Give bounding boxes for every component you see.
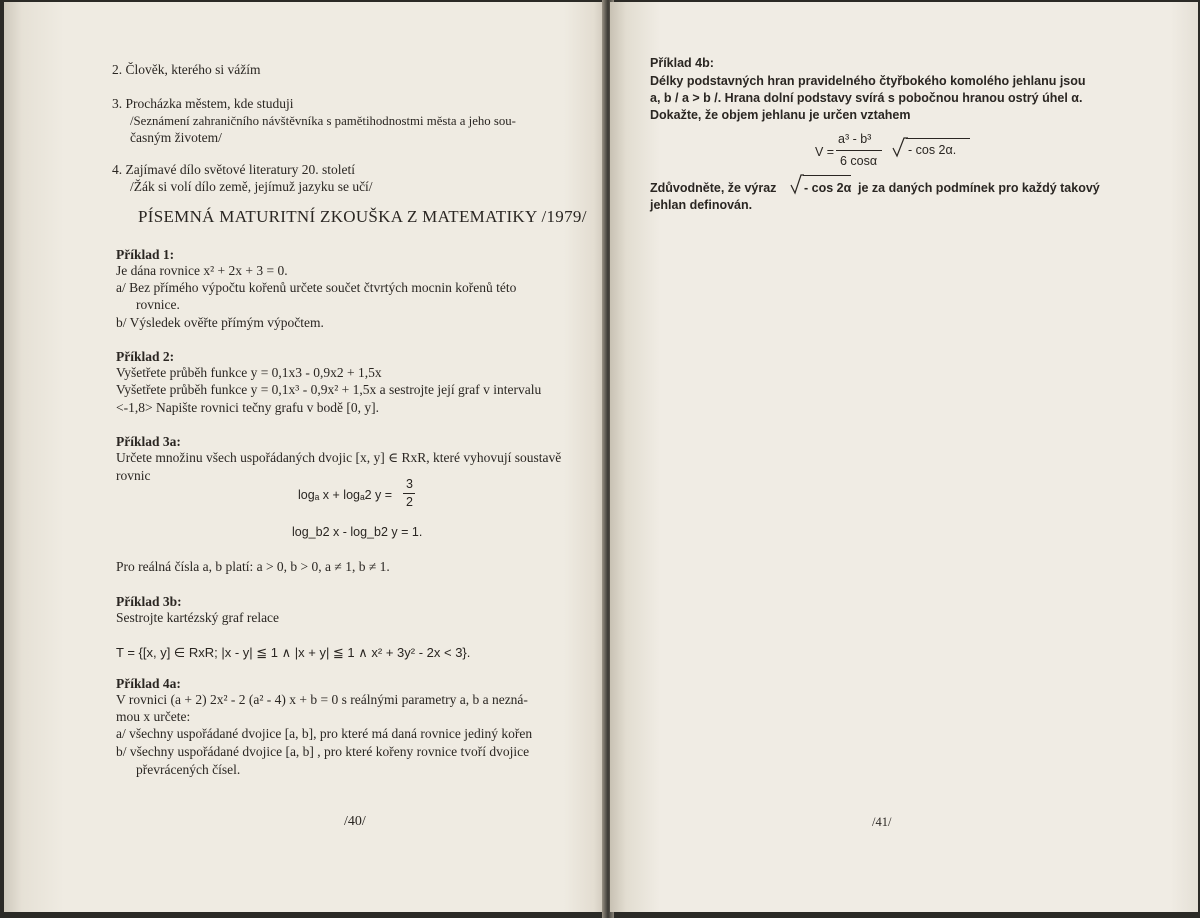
sqrt-icon — [892, 136, 908, 158]
ex4b-line4-root: - cos 2α — [804, 181, 852, 195]
ex4b-formula-left: V = — [815, 145, 835, 159]
ex4b-line5: jehlan definován. — [650, 198, 753, 212]
ex3a-line1: Určete množinu všech uspořádaných dvojic [x, y] ∈ RxR, které vyhovují soustavě — [116, 450, 562, 465]
ex2-line2: Vyšetřete průběh funkce y = 0,1x³ - 0,9x² + 1,5x a sestrojte její graf v intervalu — [116, 382, 542, 397]
ex3a-title: Příklad 3a: — [116, 434, 181, 449]
list-item-3: 3. Procházka městem, kde studuji — [112, 96, 294, 111]
ex4a-a: a/ všechny uspořádané dvojice [a, b], pro které má daná rovnice jediný kořen — [116, 726, 533, 741]
ex3a-eq1-num: 3 — [406, 477, 413, 491]
ex4b-line4-root-bar — [803, 175, 851, 176]
ex4b-line4a: Zdůvodněte, že výraz — [650, 181, 777, 195]
list-item-3-note: /Seznámení zahraničního návštěvníka s pamětihodnostmi města a jeho sou- — [130, 114, 516, 128]
ex3a-condition: Pro reálná čísla a, b platí: a > 0, b > 0, a ≠ 1, b ≠ 1. — [116, 559, 390, 574]
ex2-line1: Vyšetřete průběh funkce y = 0,1x3 - 0,9x2 + 1,5x — [116, 365, 382, 380]
ex3a-eq1-fracline — [403, 493, 415, 494]
ex4b-title: Příklad 4b: — [650, 56, 714, 70]
list-item-2: 2. Člověk, kterého si vážím — [112, 62, 261, 77]
list-item-4: 4. Zajímavé dílo světové literatury 20. století — [112, 162, 355, 177]
ex4a-b: b/ všechny uspořádané dvojice [a, b] , pro které kořeny rovnice tvoří dvojice — [116, 744, 530, 759]
ex4b-line4b: je za daných podmínek pro každý takový — [858, 181, 1100, 195]
list-item-4-note: /Žák si volí dílo země, jejímuž jazyku se učí/ — [130, 179, 373, 194]
ex4a-title: Příklad 4a: — [116, 676, 181, 691]
ex4b-formula-num: a³ - b³ — [838, 132, 872, 146]
ex4b-line1: Délky podstavných hran pravidelného čtyřbokého komolého jehlanu jsou — [650, 74, 1086, 88]
ex4b-root-bar — [906, 138, 970, 139]
ex3b-line1: Sestrojte kartézský graf relace — [116, 610, 280, 625]
ex3a-eq1-left: logₐ x + logₐ2 y = — [298, 488, 393, 502]
ex4b-formula-den: 6 cosα — [840, 154, 878, 168]
ex1-b: b/ Výsledek ověřte přímým výpočtem. — [116, 315, 324, 330]
ex3b-title: Příklad 3b: — [116, 594, 182, 609]
ex2-line3: <-1,8> Napište rovnici tečny grafu v bodě [0, y]. — [116, 400, 380, 415]
sqrt-icon — [790, 173, 804, 195]
ex4a-line1: V rovnici (a + 2) 2x² - 2 (a² - 4) x + b = 0 s reálnými parametry a, b a nezná- — [116, 692, 528, 707]
ex4a-line2: mou x určete: — [116, 709, 191, 724]
ex3a-eq1-den: 2 — [406, 495, 413, 509]
right-page — [610, 2, 1198, 912]
list-item-3-note-cont: časným životem/ — [130, 130, 222, 145]
ex3a-eq2: log_b2 x - log_b2 y = 1. — [292, 525, 423, 539]
ex4b-formula-root: - cos 2α. — [908, 143, 957, 157]
ex1-title: Příklad 1: — [116, 247, 175, 262]
ex1-line1: Je dána rovnice x² + 2x + 3 = 0. — [116, 263, 288, 278]
left-page — [4, 2, 608, 912]
ex2-title: Příklad 2: — [116, 349, 175, 364]
ex4a-b2: převrácených čísel. — [136, 762, 241, 777]
exam-heading: PÍSEMNÁ MATURITNÍ ZKOUŠKA Z MATEMATIKY /1979/ — [138, 207, 587, 226]
page-number-right: /41/ — [872, 815, 892, 829]
ex3a-line2: rovnic — [116, 468, 151, 483]
page-number-left: /40/ — [344, 814, 366, 829]
ex3b-formula: T = {[x, y] ∈ RxR; |x - y| ≦ 1 ∧ |x + y| ≦ 1 ∧ x² + 3y² - 2x < 3}. — [116, 645, 471, 660]
ex4b-line3: Dokažte, že objem jehlanu je určen vztahem — [650, 108, 911, 122]
ex1-a: a/ Bez přímého výpočtu kořenů určete součet čtvrtých mocnin kořenů této — [116, 280, 517, 295]
ex4b-line2: a, b / a > b /. Hrana dolní podstavy svírá s pobočnou hranou ostrý úhel α. — [650, 91, 1083, 105]
ex4b-formula-fracline — [836, 150, 882, 151]
ex1-a2: rovnice. — [136, 297, 180, 312]
